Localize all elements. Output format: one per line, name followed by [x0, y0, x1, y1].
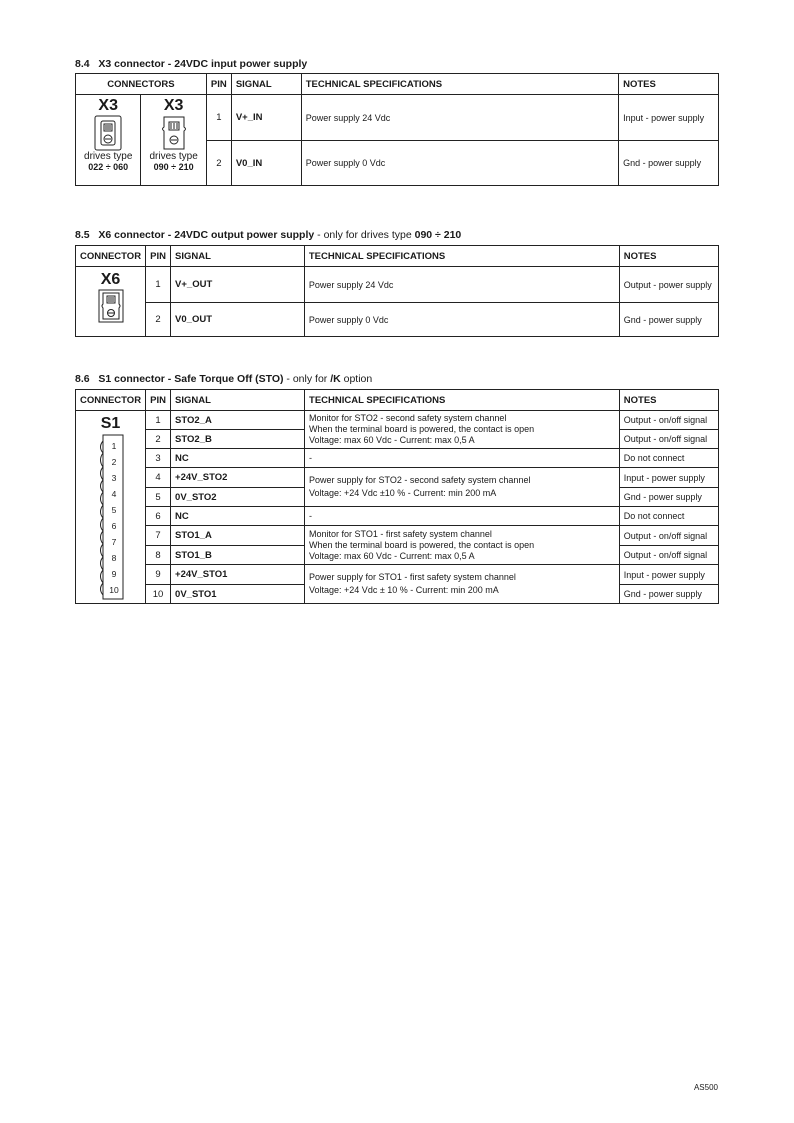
drive-type-label: drives type — [84, 151, 133, 162]
signal-cell: STO1_B — [171, 546, 305, 565]
section-suffix-end: option — [340, 373, 373, 385]
s1-connector-icon — [96, 433, 126, 601]
col-header-signal: SIGNAL — [231, 74, 301, 95]
pin-cell: 2 — [146, 303, 171, 337]
spec-cell: Power supply 24 Vdc — [301, 95, 618, 141]
note-cell: Input - power supply — [619, 565, 718, 585]
pin-cell: 1 — [206, 95, 231, 141]
spec-cell: Power supply 0 Vdc — [301, 141, 618, 186]
pin-cell: 1 — [146, 267, 171, 303]
x3-connector-cell — [76, 95, 207, 186]
col-header-connectors: CONNECTORS — [76, 74, 207, 95]
pin-cell: 2 — [206, 141, 231, 186]
s1-pin-label: 2 — [111, 457, 116, 467]
pin-cell: 8 — [146, 546, 171, 565]
spec-line: When the terminal board is powered, the contact is open — [309, 424, 535, 434]
signal-cell: +24V_STO2 — [171, 468, 305, 488]
col-header-spec: TECHNICAL SPECIFICATIONS — [301, 74, 618, 95]
section-number: 8.4 — [75, 58, 90, 70]
section-heading: X3 connector - 24VDC input power supply — [98, 58, 308, 70]
signal-cell: 0V_STO1 — [171, 585, 305, 604]
section-suffix-bold: /K — [330, 373, 341, 385]
connector-name: X3 — [98, 97, 118, 114]
note-cell: Input - power supply — [619, 468, 718, 488]
col-header-signal: SIGNAL — [171, 246, 305, 267]
col-header-pin: PIN — [206, 74, 231, 95]
x6-connector-cell — [76, 267, 146, 337]
section-suffix: - only for drives type — [314, 229, 415, 241]
spec-cell — [305, 468, 620, 507]
s1-pin-label: 4 — [111, 489, 116, 499]
col-header-spec: TECHNICAL SPECIFICATIONS — [305, 390, 620, 411]
pin-cell: 7 — [146, 526, 171, 546]
x3-connector-a — [76, 95, 141, 185]
signal-cell: STO2_A — [171, 411, 305, 430]
col-header-notes: NOTES — [619, 74, 719, 95]
s1-pin-label: 5 — [111, 505, 116, 515]
spec-line: Monitor for STO2 - second safety system channel — [309, 413, 507, 423]
x3-table — [75, 73, 719, 186]
note-cell: Do not connect — [619, 449, 718, 468]
spec-line: Voltage: max 60 Vdc - Current: max 0,5 A — [309, 435, 475, 445]
signal-cell: V0_OUT — [171, 303, 305, 337]
signal-cell: V0_IN — [231, 141, 301, 186]
pin-cell: 5 — [146, 488, 171, 507]
note-cell: Output - on/off signal — [619, 430, 718, 449]
note-cell: Gnd - power supply — [619, 585, 718, 604]
note-cell: Output - on/off signal — [619, 526, 718, 546]
signal-cell: V+_OUT — [171, 267, 305, 303]
spec-cell: Power supply 24 Vdc — [304, 267, 619, 303]
col-header-pin: PIN — [146, 390, 171, 411]
drive-type-range: 090 ÷ 210 — [153, 162, 194, 172]
section-heading: S1 connector - Safe Torque Off (STO) — [98, 373, 284, 385]
col-header-connector: CONNECTOR — [76, 246, 146, 267]
signal-cell: STO2_B — [171, 430, 305, 449]
spec-cell — [305, 565, 620, 604]
signal-cell: NC — [171, 507, 305, 526]
connector-name: X3 — [163, 97, 184, 114]
spec-cell: Power supply 0 Vdc — [304, 303, 619, 337]
section-suffix: - only for — [283, 373, 331, 385]
spec-line: When the terminal board is powered, the contact is open — [309, 539, 535, 550]
s1-connector-cell — [76, 411, 146, 604]
col-header-spec: TECHNICAL SPECIFICATIONS — [304, 246, 619, 267]
signal-cell: 0V_STO2 — [171, 488, 305, 507]
note-cell: Output - power supply — [619, 267, 718, 303]
col-header-pin: PIN — [146, 246, 171, 267]
s1-pin-label: 1 — [111, 441, 116, 451]
section-title-8-4 — [75, 58, 307, 70]
note-cell: Gnd - power supply — [619, 303, 718, 337]
s1-pin-label: 8 — [111, 553, 116, 563]
s1-pin-label: 6 — [111, 521, 116, 531]
spec-cell — [305, 411, 620, 449]
drive-type-label: drives type — [149, 151, 198, 162]
s1-table — [75, 389, 719, 604]
spec-line: Voltage: +24 Vdc ± 10 % - Current: min 200 mA — [309, 585, 499, 595]
signal-cell: V+_IN — [231, 95, 301, 141]
x6-connector-icon — [98, 289, 124, 323]
col-header-connector: CONNECTOR — [76, 390, 146, 411]
spec-line: Voltage: +24 Vdc ±10 % - Current: min 200 mA — [309, 488, 497, 498]
section-suffix-bold: 090 ÷ 210 — [414, 229, 462, 241]
section-title-8-6 — [75, 373, 372, 385]
note-cell: Input - power supply — [619, 95, 719, 141]
x3-connector-a-icon — [94, 115, 122, 151]
col-header-signal: SIGNAL — [171, 390, 305, 411]
note-cell: Output - on/off signal — [619, 411, 718, 430]
connector-name: X6 — [100, 271, 121, 288]
spec-line: Monitor for STO1 - first safety system channel — [309, 528, 492, 539]
x6-table — [75, 245, 719, 337]
x3-connector-b — [141, 95, 205, 185]
signal-cell: STO1_A — [171, 526, 305, 546]
pin-cell: 9 — [146, 565, 171, 585]
spec-line: Voltage: max 60 Vdc - Current: max 0,5 A — [309, 550, 475, 561]
pin-cell: 1 — [146, 411, 171, 430]
connector-name: S1 — [100, 415, 121, 432]
note-cell: Output - on/off signal — [619, 546, 718, 565]
drive-type-range: 022 ÷ 060 — [88, 162, 129, 172]
pin-cell: 6 — [146, 507, 171, 526]
x3-connector-b-icon — [160, 115, 188, 151]
note-cell: Gnd - power supply — [619, 141, 719, 186]
pin-cell: 2 — [146, 430, 171, 449]
pin-cell: 10 — [146, 585, 171, 604]
s1-pin-label: 9 — [111, 569, 116, 579]
note-cell: Gnd - power supply — [619, 488, 718, 507]
spec-line: Power supply for STO1 - first safety system channel — [309, 572, 516, 582]
section-heading: X6 connector - 24VDC output power supply — [98, 229, 315, 241]
spec-cell: - — [305, 507, 620, 526]
section-number: 8.6 — [75, 373, 90, 385]
s1-pin-label: 3 — [111, 473, 116, 483]
note-cell: Do not connect — [619, 507, 718, 526]
pin-cell: 3 — [146, 449, 171, 468]
spec-cell — [305, 526, 620, 565]
signal-cell: +24V_STO1 — [171, 565, 305, 585]
signal-cell: NC — [171, 449, 305, 468]
s1-pin-label: 7 — [111, 537, 116, 547]
page-footer-code: AS500 — [693, 1083, 718, 1092]
pin-cell: 4 — [146, 468, 171, 488]
section-number: 8.5 — [75, 229, 90, 241]
spec-cell: - — [305, 449, 620, 468]
section-title-8-5 — [75, 229, 461, 241]
col-header-notes: NOTES — [619, 246, 718, 267]
s1-pin-label: 10 — [108, 585, 119, 595]
spec-line: Power supply for STO2 - second safety system channel — [309, 475, 531, 485]
col-header-notes: NOTES — [619, 390, 718, 411]
